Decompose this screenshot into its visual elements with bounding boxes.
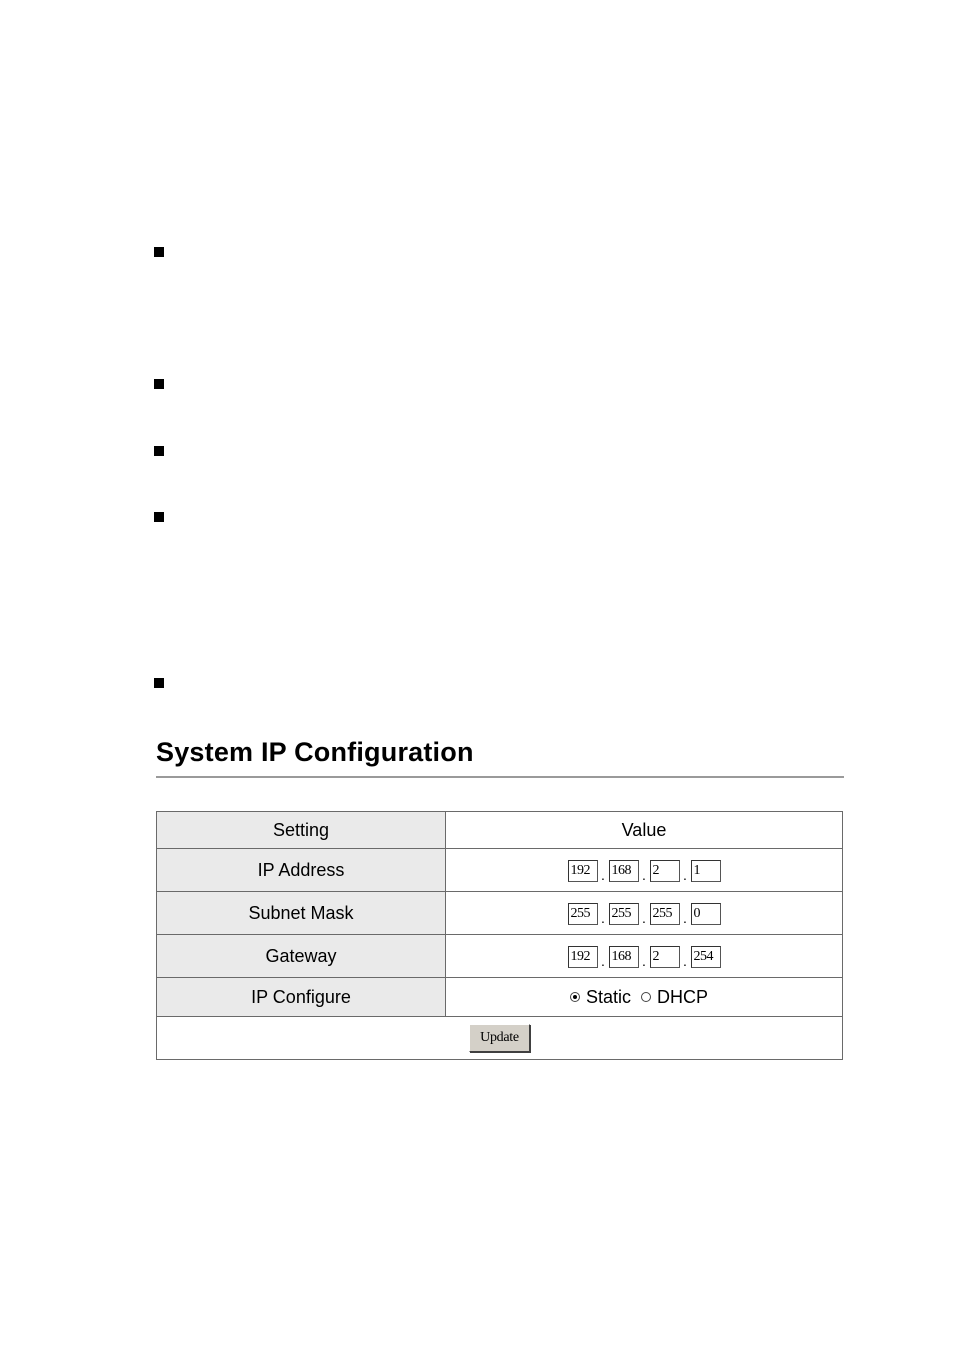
ip-address-octet-2[interactable] bbox=[609, 860, 639, 882]
update-cell bbox=[157, 1017, 843, 1060]
ip-address-value bbox=[446, 849, 843, 892]
gateway-label: Gateway bbox=[157, 935, 446, 978]
subnet-mask-octet-4[interactable] bbox=[691, 903, 721, 925]
octet-separator: . bbox=[642, 867, 646, 883]
ip-configure-value bbox=[446, 978, 843, 1017]
gateway-row bbox=[157, 935, 843, 978]
bullet-square-icon bbox=[154, 247, 164, 257]
ip-configure-options bbox=[570, 987, 718, 1008]
setting-header: Setting bbox=[157, 812, 446, 849]
update-button[interactable]: Update bbox=[469, 1024, 530, 1052]
bullet-square-icon bbox=[154, 379, 164, 389]
gateway-octet-1[interactable] bbox=[568, 946, 598, 968]
ip-address-label: IP Address bbox=[157, 849, 446, 892]
octet-separator: . bbox=[683, 953, 687, 969]
ip-address-octet-3[interactable] bbox=[650, 860, 680, 882]
subnet-mask-value bbox=[446, 892, 843, 935]
ip-address-row bbox=[157, 849, 843, 892]
ip-configure-row bbox=[157, 978, 843, 1017]
gateway-octet-2[interactable] bbox=[609, 946, 639, 968]
subnet-mask-octet-2[interactable] bbox=[609, 903, 639, 925]
octet-separator: . bbox=[601, 867, 605, 883]
ip-address-fields bbox=[568, 860, 721, 882]
octet-separator: . bbox=[601, 910, 605, 926]
gateway-fields bbox=[568, 946, 721, 968]
value-header: Value bbox=[446, 812, 843, 849]
ip-configure-label: IP Configure bbox=[157, 978, 446, 1017]
subnet-mask-octet-3[interactable] bbox=[650, 903, 680, 925]
gateway-value bbox=[446, 935, 843, 978]
ip-address-octet-4[interactable] bbox=[691, 860, 721, 882]
static-label[interactable]: Static bbox=[585, 986, 631, 1007]
page-title: System IP Configuration bbox=[156, 737, 474, 767]
title-divider bbox=[156, 776, 844, 778]
octet-separator: . bbox=[601, 953, 605, 969]
subnet-mask-row bbox=[157, 892, 843, 935]
subnet-mask-octet-1[interactable] bbox=[568, 903, 598, 925]
dhcp-label[interactable]: DHCP bbox=[657, 986, 709, 1007]
static-radio[interactable] bbox=[570, 992, 580, 1002]
gateway-octet-3[interactable] bbox=[650, 946, 680, 968]
octet-separator: . bbox=[683, 910, 687, 926]
ip-config-table bbox=[156, 811, 843, 1060]
table-header-row bbox=[157, 812, 843, 849]
octet-separator: . bbox=[642, 910, 646, 926]
octet-separator: . bbox=[642, 953, 646, 969]
bullet-square-icon bbox=[154, 446, 164, 456]
dhcp-radio[interactable] bbox=[641, 992, 651, 1002]
bullet-square-icon bbox=[154, 512, 164, 522]
subnet-mask-label: Subnet Mask bbox=[157, 892, 446, 935]
bullet-square-icon bbox=[154, 678, 164, 688]
update-row bbox=[157, 1017, 843, 1060]
octet-separator: . bbox=[683, 867, 687, 883]
ip-address-octet-1[interactable] bbox=[568, 860, 598, 882]
gateway-octet-4[interactable] bbox=[691, 946, 721, 968]
subnet-mask-fields bbox=[568, 903, 721, 925]
